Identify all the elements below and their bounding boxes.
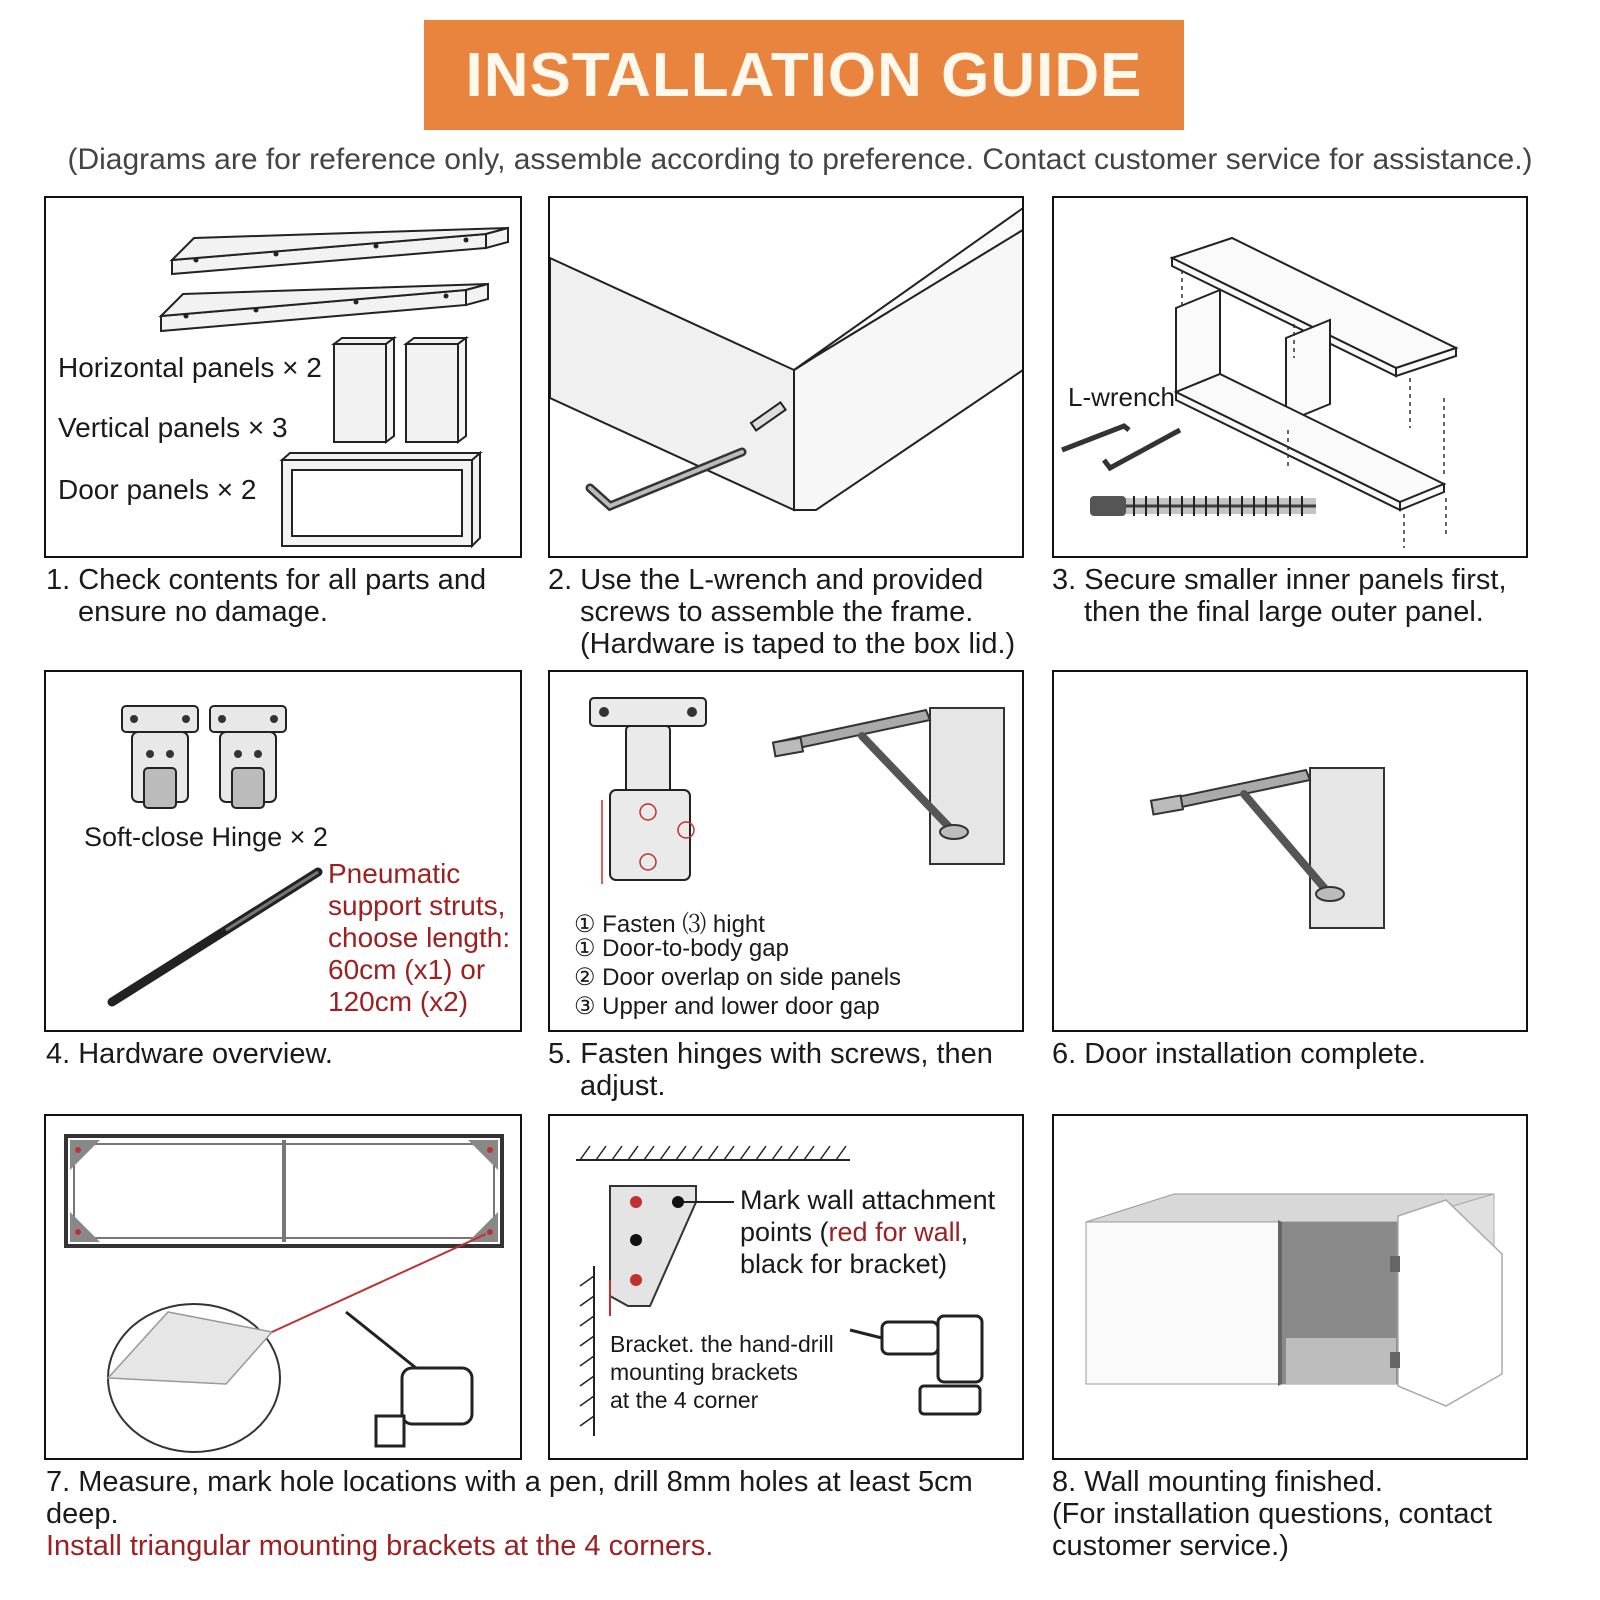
bracket-line1: Bracket. the hand-drill xyxy=(610,1331,834,1357)
horizontal-panels-label: Horizontal panels × 2 xyxy=(58,352,322,383)
step4-panel xyxy=(44,670,522,1032)
step3-panel xyxy=(1052,196,1528,558)
step4-caption-line1: 4. Hardware overview. xyxy=(46,1038,333,1070)
strut-text-line5: 120cm (x2) xyxy=(328,986,469,1017)
l-wrench-label: L-wrench xyxy=(1068,382,1175,412)
step8-caption-line3: customer service.) xyxy=(1052,1530,1289,1562)
step1-caption-line1: 1. Check contents for all parts and xyxy=(46,564,487,596)
finished-cabinet-illustration xyxy=(1054,1116,1528,1460)
step1-panel xyxy=(44,196,522,558)
title-banner xyxy=(424,20,1184,130)
hinge-legend-2: ① Door-to-body gap xyxy=(574,935,789,962)
vertical-panels-label: Vertical panels × 3 xyxy=(58,412,288,443)
strut-text-line1: Pneumatic xyxy=(328,858,461,889)
step8-caption-line2: (For installation questions, contact xyxy=(1052,1498,1493,1530)
step1-caption-line2: ensure no damage. xyxy=(78,596,328,628)
soft-close-hinge-label: Soft-close Hinge × 2 xyxy=(84,822,328,852)
step7-caption-red: Install triangular mounting brackets at the 4 corners. xyxy=(46,1530,714,1562)
step8-caption-line1: 8. Wall mounting finished. xyxy=(1052,1466,1383,1498)
bracket-line3: at the 4 corner xyxy=(610,1387,759,1413)
step2-caption-line3: (Hardware is taped to the box lid.) xyxy=(580,628,1016,660)
bracket-placement-illustration xyxy=(46,1116,522,1460)
hinge-legend-1: ① Fasten ⑶ hight xyxy=(574,911,765,938)
step4-caption xyxy=(46,1038,333,1070)
step6-caption-line1: 6. Door installation complete. xyxy=(1052,1038,1426,1070)
step2-panel xyxy=(548,196,1024,558)
hinge-legend-3: ② Door overlap on side panels xyxy=(574,964,902,991)
step7-caption xyxy=(46,1466,973,1562)
step7-caption-line1: 7. Measure, mark hole locations with a pen, drill 8mm holes at least 5cm xyxy=(46,1466,973,1498)
mark-wall-text xyxy=(740,1184,995,1280)
step5-panel xyxy=(548,670,1024,1032)
mark-line2-b: , xyxy=(960,1217,969,1247)
step3-caption xyxy=(1052,564,1507,628)
mark-line1: Mark wall attachment xyxy=(740,1185,996,1215)
mark-line2-a: points ( xyxy=(740,1217,829,1247)
mark-line2 xyxy=(740,1216,995,1248)
page-title: INSTALLATION GUIDE xyxy=(465,40,1143,110)
step7-caption-line2: deep. xyxy=(46,1498,119,1530)
mark-line3: black for bracket) xyxy=(740,1249,948,1279)
door-installed-illustration xyxy=(1054,672,1528,1032)
step7-panel xyxy=(44,1114,522,1460)
step5-caption-line1: 5. Fasten hinges with screws, then xyxy=(548,1038,993,1070)
step5-caption-line2: adjust. xyxy=(580,1070,666,1102)
wall-mark-panel xyxy=(548,1114,1024,1460)
strut-text-line3: choose length: xyxy=(328,922,511,953)
bracket-text xyxy=(610,1330,834,1414)
step3-caption-line1: 3. Secure smaller inner panels first, xyxy=(1052,564,1507,596)
step8-caption xyxy=(1052,1466,1492,1562)
page-subtitle: (Diagrams are for reference only, assemble according to preference. Contact customer service for assistance.) xyxy=(67,143,1533,176)
step5-caption xyxy=(548,1038,993,1102)
bracket-line2: mounting brackets xyxy=(610,1359,798,1385)
step1-caption xyxy=(46,564,486,628)
door-panels-label: Door panels × 2 xyxy=(58,474,257,505)
step6-panel xyxy=(1052,670,1528,1032)
strut-text-line2: support struts, xyxy=(328,890,506,921)
mark-line2-red: red for wall xyxy=(828,1217,961,1247)
hinge-legend-4: ③ Upper and lower door gap xyxy=(574,993,880,1020)
step3-caption-line2: then the final large outer panel. xyxy=(1084,596,1484,628)
step8-panel xyxy=(1052,1114,1528,1460)
frame-assembly-illustration xyxy=(550,198,1024,558)
strut-text-line4: 60cm (x1) or xyxy=(328,954,486,985)
step2-caption xyxy=(548,564,1015,660)
step2-caption-line2: screws to assemble the frame. xyxy=(580,596,974,628)
strut-description xyxy=(328,858,510,1018)
step6-caption xyxy=(1052,1038,1426,1070)
cabinet-frame-illustration xyxy=(1054,198,1528,558)
step2-caption-line1: 2. Use the L-wrench and provided xyxy=(548,564,984,596)
